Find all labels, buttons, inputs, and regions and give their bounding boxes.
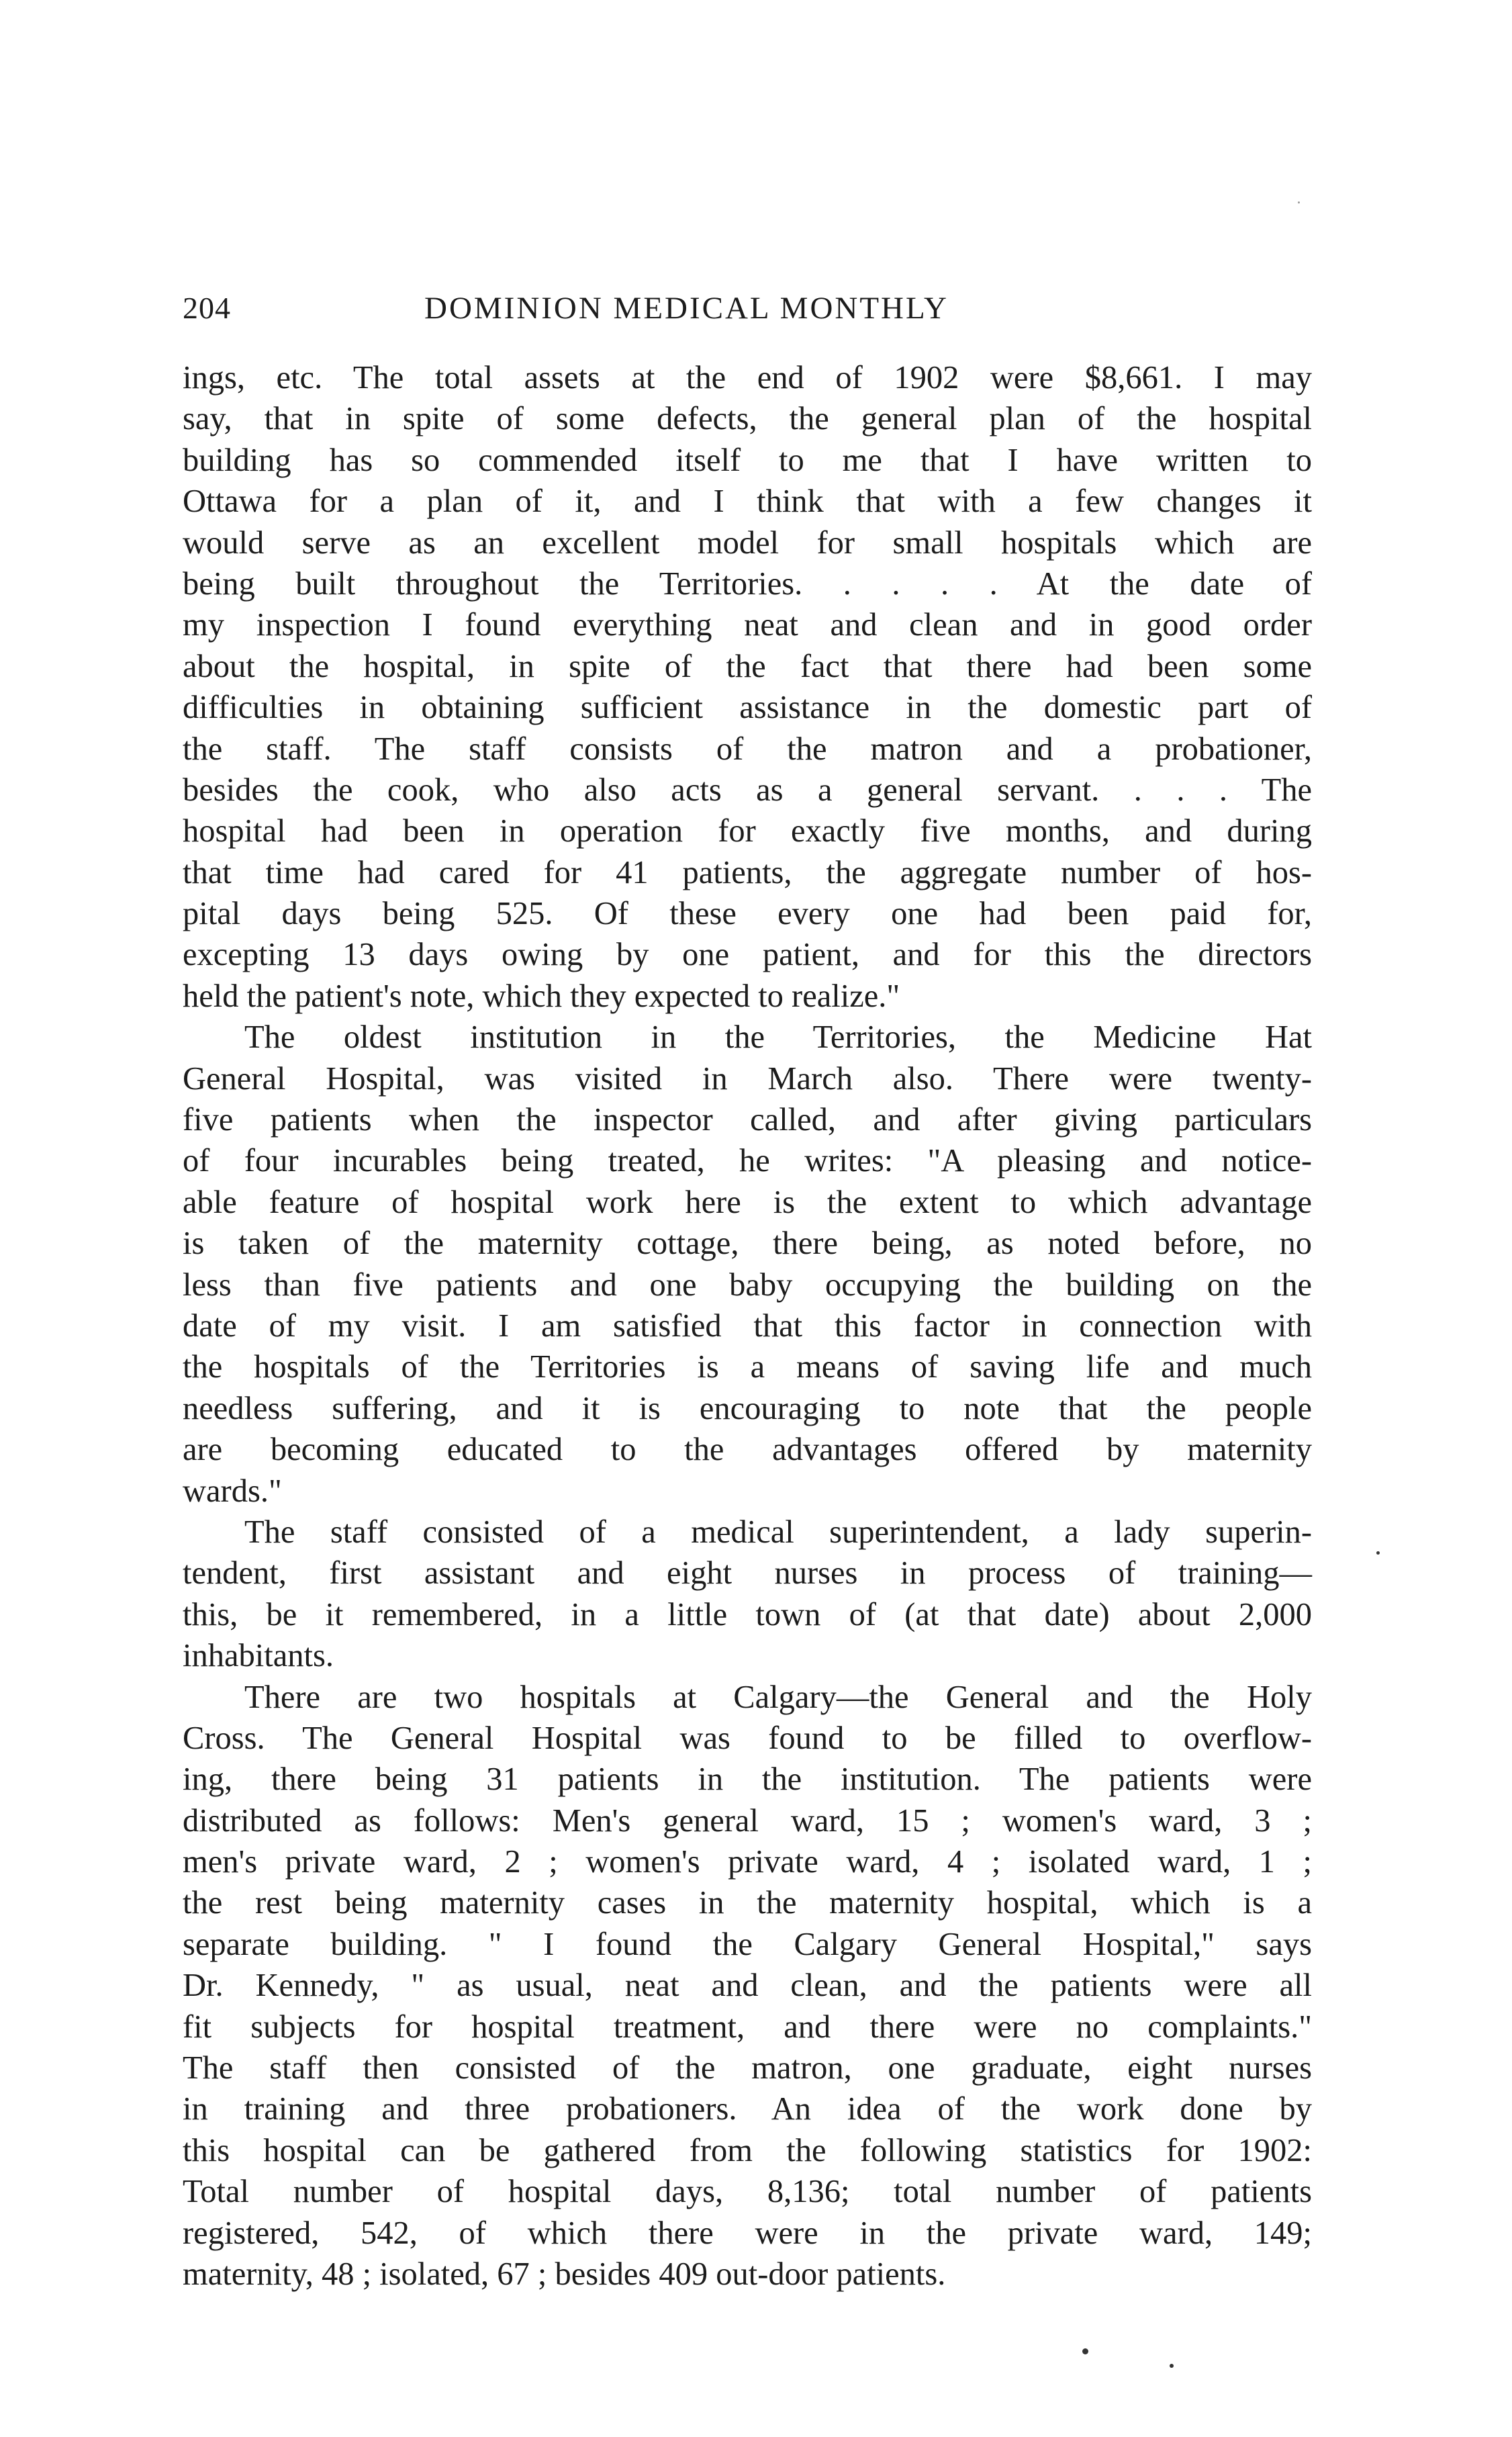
text-line: excepting 13 days owing by one patient, and for this the directors <box>183 937 1312 973</box>
text-line: wards." <box>183 1473 282 1509</box>
text-line: besides the cook, who also acts as a general servant. . . . The <box>183 772 1312 808</box>
text-line: pital days being 525. Of these every one had been paid for, <box>183 896 1312 932</box>
text-line: hospital had been in operation for exactly five months, and during <box>183 813 1312 849</box>
text-line: being built throughout the Territories. . . . . At the date of <box>183 565 1312 602</box>
text-line: my inspection I found everything neat and clean and in good order <box>183 607 1312 643</box>
text-line: distributed as follows: Men's general ward, 15 ; women's ward, 3 ; <box>183 1802 1312 1839</box>
text-line: five patients when the inspector called, and after giving particulars <box>183 1102 1312 1138</box>
text-line: inhabitants. <box>183 1638 334 1674</box>
article-body <box>183 357 1312 2295</box>
text-line: maternity, 48 ; isolated, 67 ; besides 409 out-door patients. <box>183 2256 946 2292</box>
scan-speck <box>1170 2364 1174 2368</box>
text-line: needless suffering, and it is encouraging to note that the people <box>183 1390 1312 1426</box>
text-line: Dr. Kennedy, " as usual, neat and clean, and the patients were all <box>183 1968 1312 2004</box>
text-line: The staff then consisted of the matron, one graduate, eight nurses <box>183 2050 1312 2086</box>
journal-title: DOMINION MEDICAL MONTHLY <box>424 291 949 326</box>
text-line: this, be it remembered, in a little town of (at that date) about 2,000 <box>183 1596 1312 1633</box>
text-line: date of my visit. I am satisfied that this factor in connection with <box>183 1307 1312 1344</box>
paragraph-start: The oldest institution in the Territories, the Medicine Hat <box>244 1019 1312 1056</box>
text-line: this hospital can be gathered from the following statistics for 1902: <box>183 2132 1312 2168</box>
text-line: of four incurables being treated, he writes: "A pleasing and notice- <box>183 1143 1312 1179</box>
text-line: the rest being maternity cases in the maternity hospital, which is a <box>183 1885 1312 1921</box>
paragraph-start: The staff consisted of a medical superintendent, a lady superin- <box>244 1514 1312 1550</box>
text-line: Cross. The General Hospital was found to be filled to overflow- <box>183 1720 1312 1756</box>
text-line: less than five patients and one baby occupying the building on the <box>183 1267 1312 1303</box>
text-line: in training and three probationers. An idea of the work done by <box>183 2091 1312 2127</box>
text-line: about the hospital, in spite of the fact that there had been some <box>183 648 1312 684</box>
text-line: Total number of hospital days, 8,136; total number of patients <box>183 2174 1312 2210</box>
text-line: say, that in spite of some defects, the general plan of the hospital <box>183 401 1312 437</box>
text-line: registered, 542, of which there were in the private ward, 149; <box>183 2215 1312 2251</box>
text-line: are becoming educated to the advantages offered by maternity <box>183 1432 1312 1468</box>
text-line: separate building. " I found the Calgary General Hospital," says <box>183 1926 1312 1962</box>
text-line: the hospitals of the Territories is a means of saving life and much <box>183 1349 1312 1385</box>
text-line: tendent, first assistant and eight nurses in process of training— <box>183 1555 1312 1592</box>
running-head <box>183 290 1311 337</box>
scan-speck <box>1298 201 1300 203</box>
scan-speck <box>1376 1551 1380 1555</box>
text-line: that time had cared for 41 patients, the aggregate number of hos- <box>183 854 1312 890</box>
text-line: is taken of the maternity cottage, there being, as noted before, no <box>183 1226 1312 1262</box>
paragraph-start: There are two hospitals at Calgary—the General and the Holy <box>244 1679 1312 1715</box>
text-line: building has so commended itself to me that I have written to <box>183 442 1312 478</box>
scan-speck <box>1082 2348 1088 2354</box>
text-line: ing, there being 31 patients in the institution. The patients were <box>183 1761 1312 1798</box>
page-number: 204 <box>183 291 231 325</box>
text-line: men's private ward, 2 ; women's private ward, 4 ; isolated ward, 1 ; <box>183 1844 1312 1880</box>
text-line: ings, etc. The total assets at the end of 1902 were $8,661. I may <box>183 360 1312 396</box>
text-line: Ottawa for a plan of it, and I think that with a few changes it <box>183 484 1312 520</box>
text-line: the staff. The staff consists of the matron and a probationer, <box>183 731 1312 767</box>
text-line: able feature of hospital work here is the extent to which advantage <box>183 1184 1312 1220</box>
text-line: fit subjects for hospital treatment, and there were no complaints." <box>183 2009 1312 2045</box>
text-line: difficulties in obtaining sufficient assistance in the domestic part of <box>183 690 1312 726</box>
text-line: General Hospital, was visited in March also. There were twenty- <box>183 1060 1312 1097</box>
text-line: held the patient's note, which they expected to realize." <box>183 978 900 1014</box>
text-line: would serve as an excellent model for small hospitals which are <box>183 524 1312 561</box>
